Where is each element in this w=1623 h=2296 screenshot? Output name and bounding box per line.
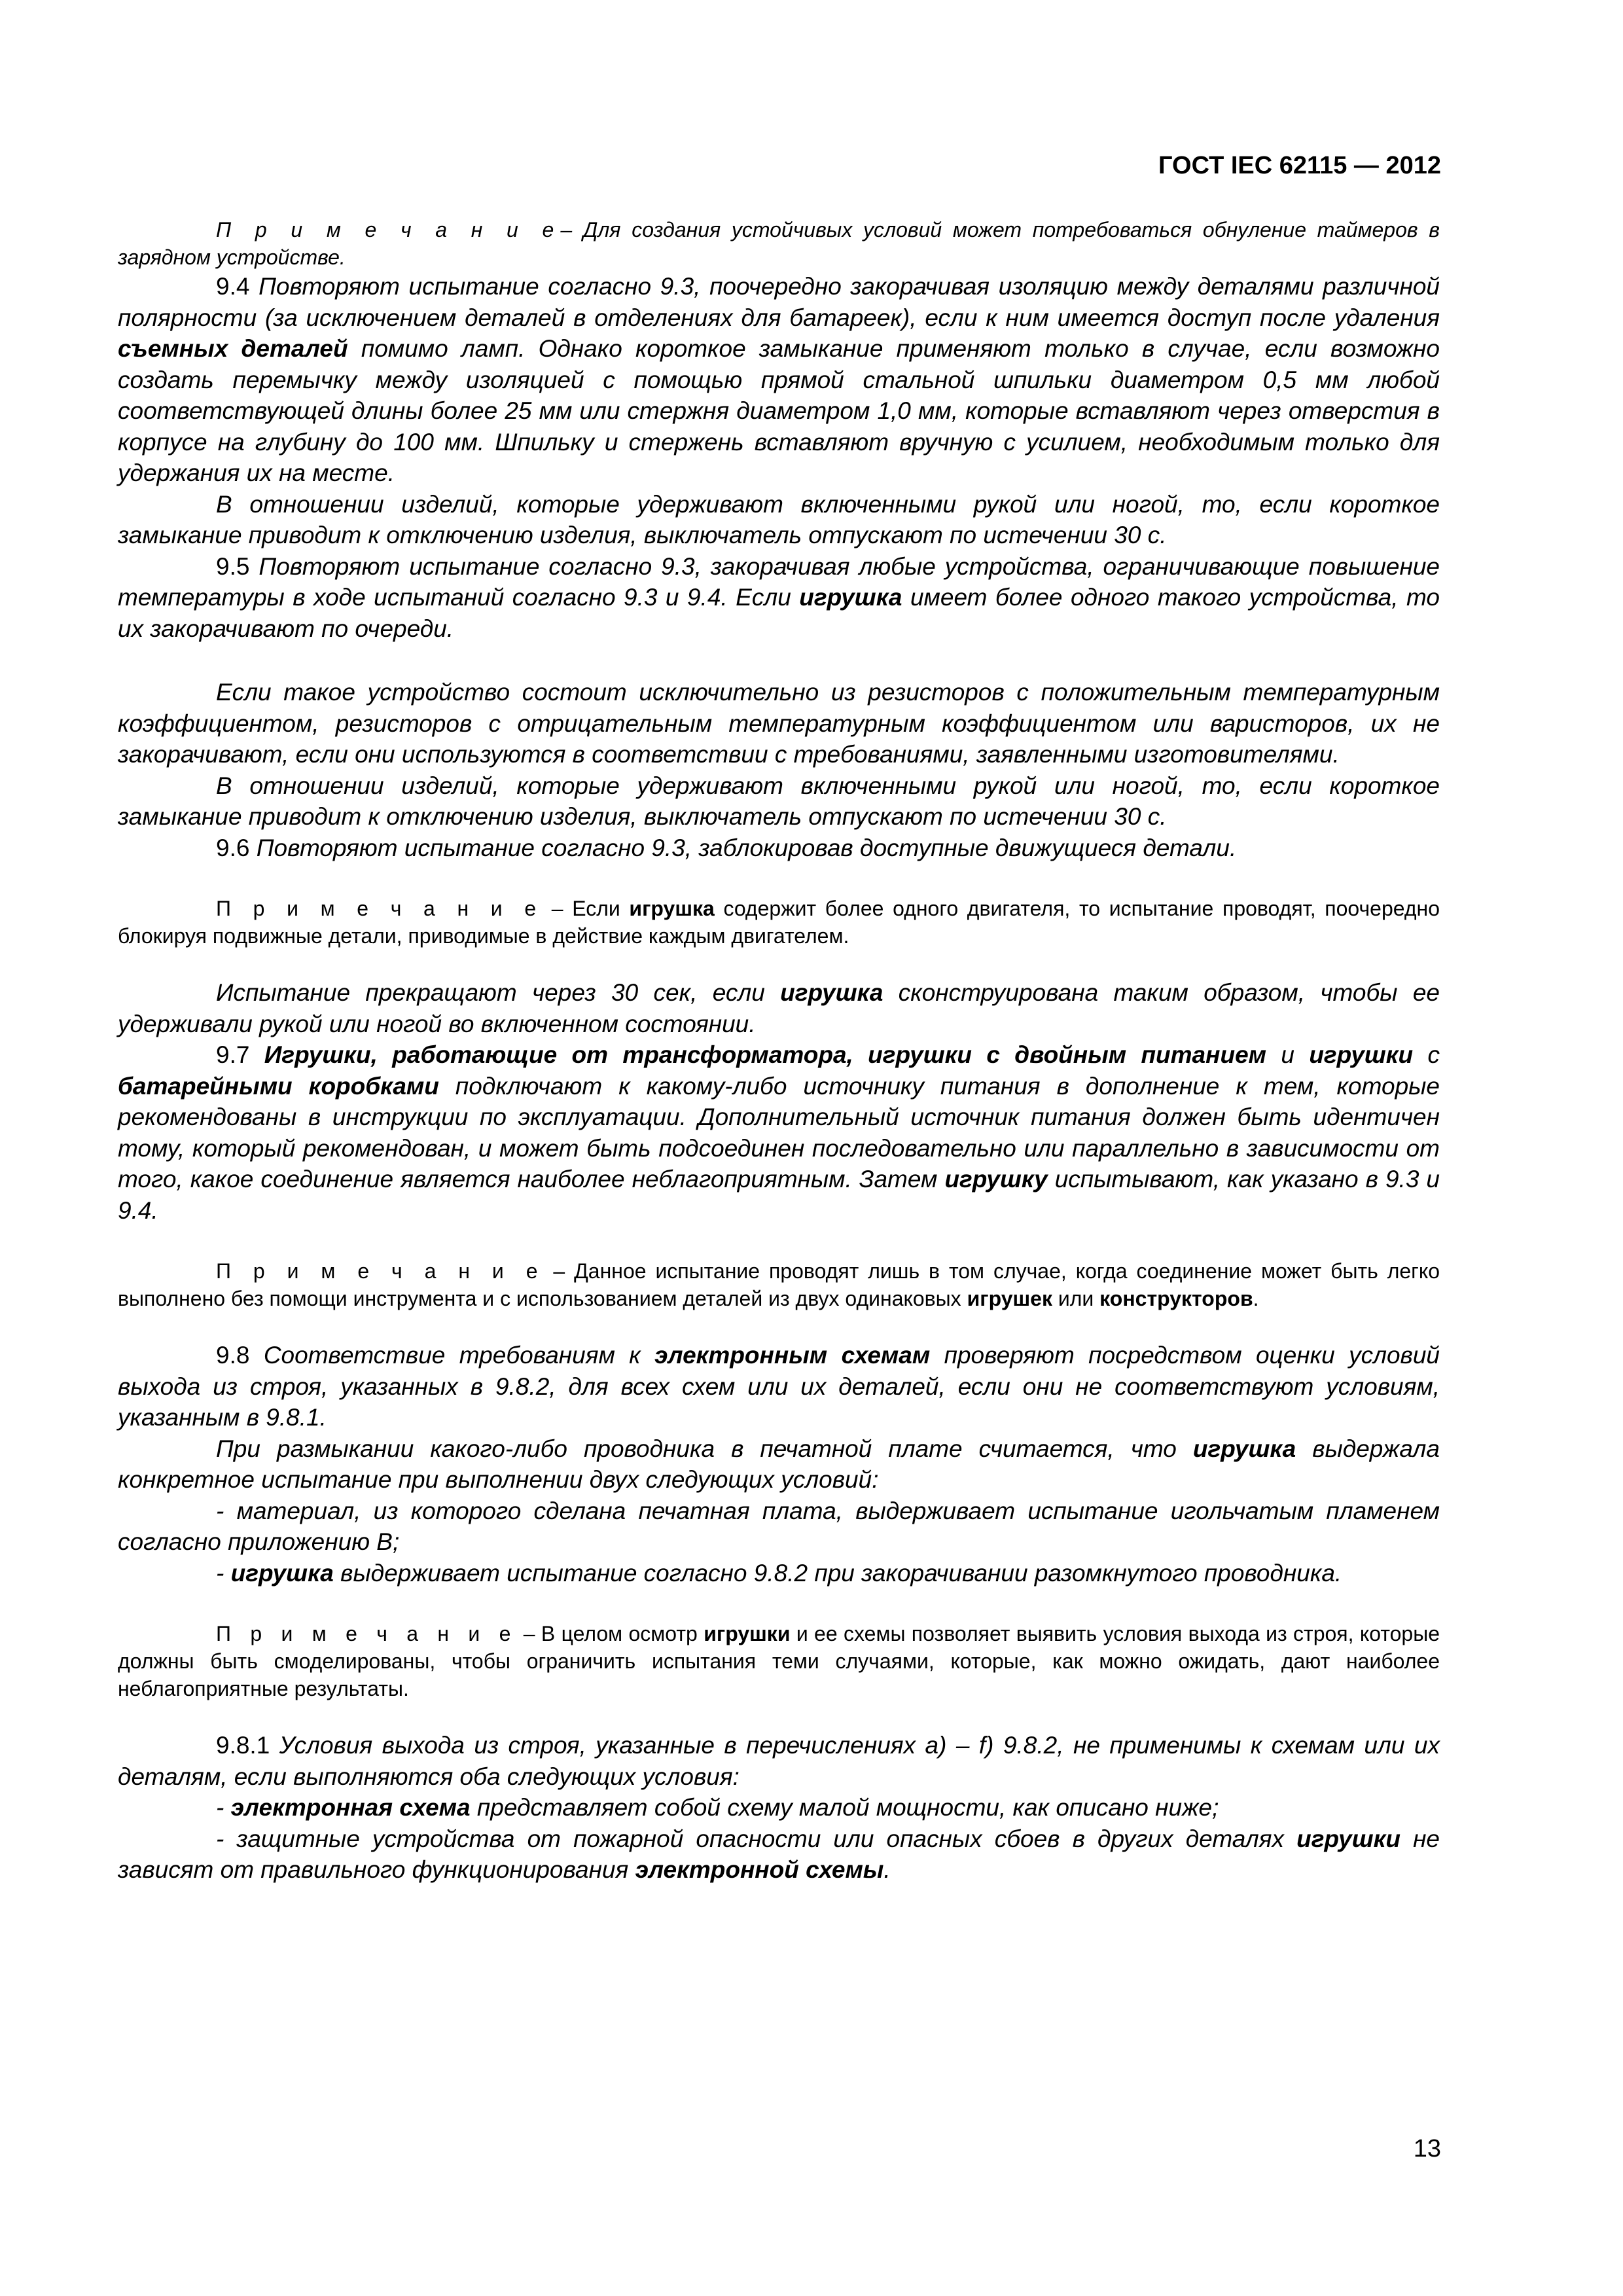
list-item-material: - материал, из которого сделана печатная плата, выдерживает испытание игольчатым пламенем согласно приложению В; xyxy=(118,1497,1440,1555)
clause-text: Повторяют испытание согласно 9.3, поочередно закорачивая изоляцию между деталями различной полярности (за исключением деталей в отделениях для батареек), если к ним имеется доступ после удаления xyxy=(118,273,1440,331)
term-bold: игрушки xyxy=(1296,1825,1400,1852)
clause-text: помимо ламп. Однако короткое замыкание применяют только в случае, если возможно создать перемычку между изоляцией с помощью прямой стальной шпильки диаметром 0,5 мм любой соответствующей длины более 25 мм или стержня диаметром 1,0 мм, которые вставляют через отверстия в корпусе на глубину до 100 мм. Шпильку и стержень вставляют вручную с усилием, необходимым только для удержания их на месте. xyxy=(118,335,1440,486)
clause-number: 9.8 xyxy=(216,1342,250,1369)
note-text: – Если xyxy=(543,897,630,920)
page-number: 13 xyxy=(1413,2135,1441,2162)
note-label: П р и м е ч а н и е xyxy=(216,1259,544,1283)
page-body xyxy=(118,216,1440,1886)
term-bold: батарейными коробками xyxy=(118,1072,439,1100)
note-connection xyxy=(118,1257,1440,1312)
clause-text: не зависят от правильного функционирования xyxy=(118,1825,1440,1883)
term-bold: электронной схемы xyxy=(635,1856,884,1883)
list-item-toy-test xyxy=(118,1558,1440,1589)
clause-text: - xyxy=(216,1794,231,1821)
clause-9-8-1 xyxy=(118,1730,1440,1792)
term-bold: игрушек xyxy=(967,1287,1052,1310)
clause-text: . xyxy=(883,1856,891,1883)
clause-9-4 xyxy=(118,271,1440,489)
clause-number: 9.8.1 xyxy=(216,1732,270,1759)
term-bold: игрушки xyxy=(704,1622,791,1645)
clause-9-5-hand-foot: В отношении изделий, которые удерживают включенными рукой или ногой, то, если короткое замыкание приводит к отключению изделия, выключатель отпускают по истечении 30 с. xyxy=(118,772,1440,830)
note-timers xyxy=(118,216,1440,271)
clause-text: - xyxy=(216,1559,231,1587)
clause-text: подключают к какому-либо источнику питания в дополнение к тем, которые рекомендованы в инструкции по эксплуатации. Дополнительный источник питания должен быть идентичен тому, который рекомендован, и может быть подсоединен последовательно или параллельно в зависимости от того, какое соединение является наиболее неблагоприятным. Затем xyxy=(118,1072,1440,1193)
clause-9-7 xyxy=(118,1039,1440,1226)
clause-text: с xyxy=(1413,1041,1440,1068)
note-text: – Для создания устойчивых условий может потребоваться обнуление таймеров в зарядном устройстве. xyxy=(118,218,1440,269)
note-text: или xyxy=(1052,1287,1100,1310)
clause-9-5-resistors: Если такое устройство состоит исключительно из резисторов с положительным температурным коэффициентом, резисторов с отрицательным температурным коэффициентом или варисторов, их не закорачивают, если они используются в соответствии с требованиями, заявленными изготовителями. xyxy=(118,679,1440,768)
clause-text: имеет более одного такого устройства, то их закорачивают по очереди. xyxy=(118,584,1440,642)
term-bold: электронным схемам xyxy=(654,1342,931,1369)
clause-text: - защитные устройства от пожарной опасности или опасных сбоев в других деталях xyxy=(216,1825,1297,1852)
term-bold: съемных деталей xyxy=(118,335,348,362)
clause-number: 9.4 xyxy=(216,273,250,300)
clause-number: 9.5 xyxy=(216,552,250,580)
clause-text: Соответствие требованиям к xyxy=(249,1342,655,1369)
note-motors xyxy=(118,895,1440,950)
term-bold: игрушка xyxy=(780,979,883,1006)
note-text: и ее схемы позволяет выявить условия выхода из строя, которые должны быть смоделированы, чтобы ограничить испытания теми случаями, которые, как можно ожидать, дают наиболее неблагоприятные результаты. xyxy=(118,1622,1440,1700)
note-text: содержит более одного двигателя, то испытание проводят, поочередно блокируя подвижные детали, приводимые в действие каждым двигателем. xyxy=(118,897,1440,948)
clause-9-8 xyxy=(118,1340,1440,1433)
clause-text: При размыкании какого-либо проводника в печатной плате считается, что xyxy=(216,1435,1193,1462)
note-label: П р и м е ч а н и е xyxy=(216,218,561,242)
clause-9-6 xyxy=(118,833,1440,864)
clause-9-8-conductor xyxy=(118,1433,1440,1496)
clause-text: Испытание прекращают через 30 сек, если xyxy=(216,979,781,1006)
clause-text: выдерживает испытание согласно 9.8.2 при закорачивании разомкнутого проводника. xyxy=(333,1559,1342,1587)
clause-9-4-hand-foot: В отношении изделий, которые удерживают включенными рукой или ногой, то, если короткое замыкание приводит к отключению изделия, выключатель отпускают по истечении 30 с. xyxy=(118,490,1440,548)
clause-text: проверяют посредством оценки условий выхода из строя, указанных в 9.8.2, для всех схем или их деталей, если они не соответствуют условиям, указанным в 9.8.1. xyxy=(118,1342,1440,1431)
note-text: . xyxy=(1253,1287,1259,1310)
term-bold: игрушка xyxy=(799,584,902,611)
clause-text: Условия выхода из строя, указанные в перечислениях а) – f) 9.8.2, не применимы к схемам или их деталям, если выполняются оба следующих условия: xyxy=(118,1732,1440,1790)
document-code-header: ГОСТ IEC 62115 — 2012 xyxy=(1158,152,1441,179)
term-bold: электронная схема xyxy=(230,1794,471,1821)
clause-text: Повторяют испытание согласно 9.3, заблокировав доступные движущиеся детали. xyxy=(249,834,1237,861)
list-item-protective-devices xyxy=(118,1823,1440,1886)
term-bold: Игрушки, работающие от трансформатора, игрушки с двойным питанием xyxy=(264,1041,1267,1068)
note-text: – В целом осмотр xyxy=(517,1622,704,1645)
term-bold: игрушка xyxy=(230,1559,334,1587)
note-inspection xyxy=(118,1620,1440,1702)
clause-text: и xyxy=(1266,1041,1310,1068)
clause-text: выдержала конкретное испытание при выполнении двух следующих условий: xyxy=(118,1435,1440,1493)
note-label: П р и м е ч а н и е xyxy=(216,897,543,920)
list-item-low-power xyxy=(118,1792,1440,1823)
clause-text: испытывают, как указано в 9.3 и 9.4. xyxy=(118,1166,1440,1224)
clause-number: 9.7 xyxy=(216,1041,250,1068)
clause-9-6-stop xyxy=(118,977,1440,1039)
term-bold: игрушку xyxy=(944,1166,1048,1193)
term-bold: игрушка xyxy=(1192,1435,1296,1462)
term-bold: конструкторов xyxy=(1099,1287,1253,1310)
term-bold: игрушки xyxy=(1309,1041,1414,1068)
clause-number: 9.6 xyxy=(216,834,250,861)
note-label: П р и м е ч а н и е xyxy=(216,1622,518,1645)
clause-text: представляет собой схему малой мощности, как описано ниже; xyxy=(470,1794,1219,1821)
note-text: – Данное испытание проводят лишь в том случае, когда соединение может быть легко выполнено без помощи инструмента и с использованием деталей из двух одинаковых xyxy=(118,1259,1440,1310)
term-bold: игрушка xyxy=(629,897,715,920)
clause-text: Повторяют испытание согласно 9.3, закорачивая любые устройства, ограничивающие повышение температуры в ходе испытаний согласно 9.3 и 9.4. Если xyxy=(118,552,1440,611)
clause-text: сконструирована таким образом, чтобы ее удерживали рукой или ногой во включенном состоянии. xyxy=(118,979,1440,1037)
clause-9-5 xyxy=(118,551,1440,645)
